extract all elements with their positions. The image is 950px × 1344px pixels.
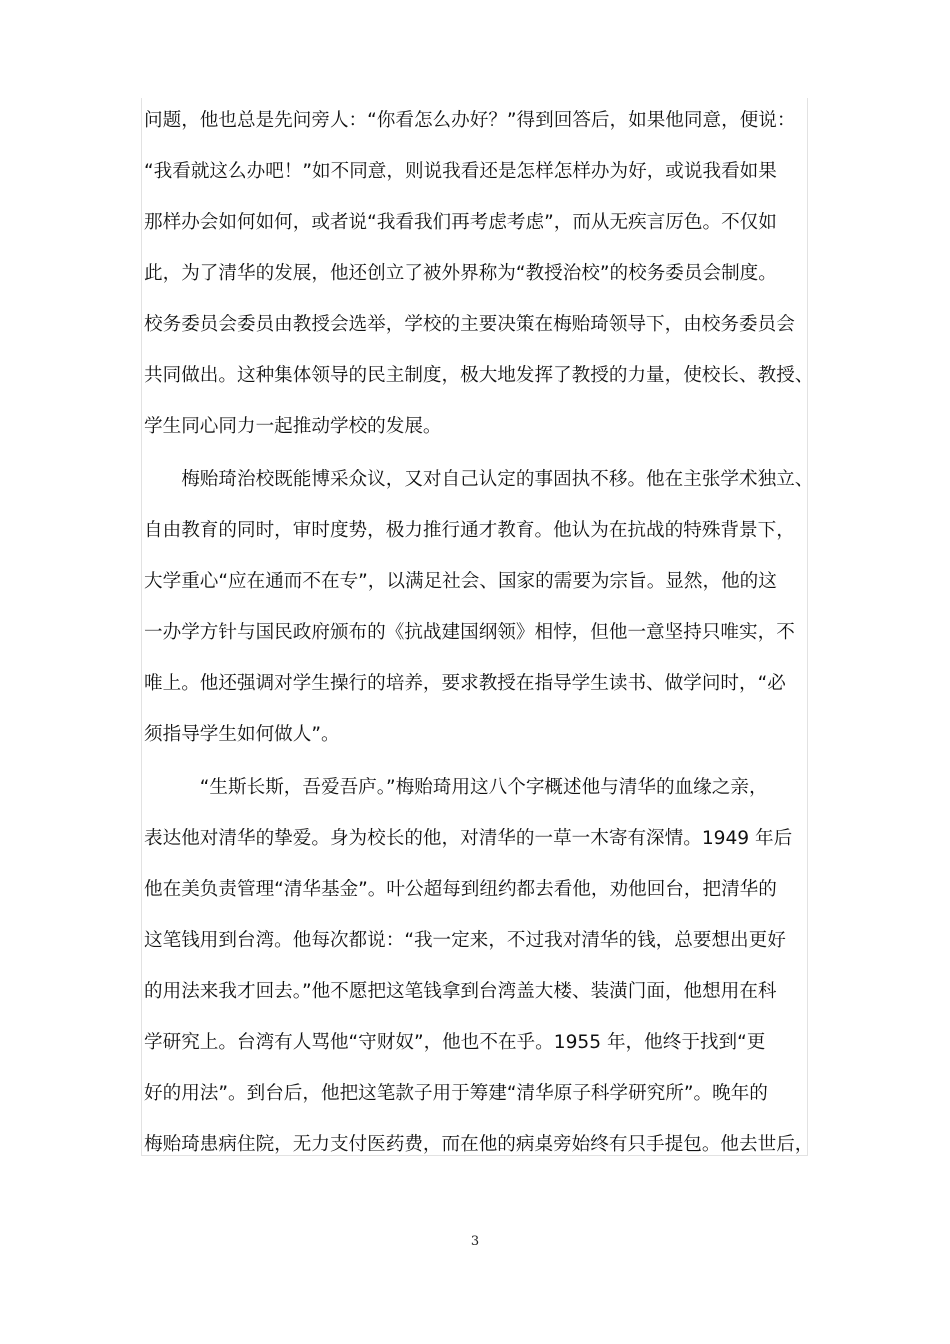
text-line: 梅贻琦治校既能博采众议，又对自己认定的事固执不移。他在主张学术独立、 bbox=[144, 469, 814, 490]
text-line: 大学重心“应在通而不在专”，以满足社会、国家的需要为宗旨。显然，他的这 bbox=[144, 571, 777, 592]
text-line: 唯上。他还强调对学生操行的培养，要求教授在指导学生读书、做学问时，“必 bbox=[144, 673, 786, 694]
text-line: 这笔钱用到台湾。他每次都说：“我一定来，不过我对清华的钱，总要想出更好 bbox=[144, 930, 786, 951]
text-line: 好的用法”。到台后，他把这笔款子用于筹建“清华原子科学研究所”。晚年的 bbox=[144, 1083, 768, 1104]
text-line: 他在美负责管理“清华基金”。叶公超每到纽约都去看他，劝他回台，把清华的 bbox=[144, 879, 777, 900]
text-line: 表达他对清华的挚爱。身为校长的他，对清华的一草一木寄有深情。1949 年后 bbox=[144, 828, 793, 849]
text-line: 一办学方针与国民政府颁布的《抗战建国纲领》相悖，但他一意坚持只唯实，不 bbox=[144, 622, 795, 643]
text-line: 那样办会如何如何，或者说“我看我们再考虑考虑”，而从无疾言厉色。不仅如 bbox=[144, 212, 777, 233]
text-line: 学生同心同力一起推动学校的发展。 bbox=[144, 416, 442, 437]
page-number: 3 bbox=[470, 1234, 480, 1249]
text-line: 自由教育的同时，审时度势，极力推行通才教育。他认为在抗战的特殊背景下， bbox=[144, 520, 795, 541]
paragraph-2 bbox=[144, 454, 816, 760]
text-line: 的用法来我才回去。”他不愿把这笔钱拿到台湾盖大楼、装潢门面，他想用在科 bbox=[144, 981, 777, 1002]
text-line: 学研究上。台湾有人骂他“守财奴”，他也不在乎。1955 年，他终于找到“更 bbox=[144, 1032, 766, 1053]
paragraph-1 bbox=[144, 95, 816, 452]
paragraph-3 bbox=[144, 762, 816, 1170]
text-line: “生斯长斯，吾爱吾庐。”梅贻琦用这八个字概述他与清华的血缘之亲， bbox=[144, 777, 768, 798]
text-line: 问题，他也总是先问旁人：“你看怎么办好？”得到回答后，如果他同意，便说： bbox=[144, 110, 796, 131]
text-line: 校务委员会委员由教授会选举，学校的主要决策在梅贻琦领导下，由校务委员会 bbox=[144, 314, 795, 335]
text-line: 此，为了清华的发展，他还创立了被外界称为“教授治校”的校务委员会制度。 bbox=[144, 263, 777, 284]
text-line: 梅贻琦患病住院，无力支付医药费，而在他的病桌旁始终有只手提包。他去世后， bbox=[144, 1134, 814, 1155]
text-line: 共同做出。这种集体领导的民主制度，极大地发挥了教授的力量，使校长、教授、 bbox=[144, 365, 814, 386]
text-line: 须指导学生如何做人”。 bbox=[144, 724, 340, 745]
text-line: “我看就这么办吧！”如不同意，则说我看还是怎样怎样办为好，或说我看如果 bbox=[144, 161, 777, 182]
body-text bbox=[144, 95, 816, 1170]
